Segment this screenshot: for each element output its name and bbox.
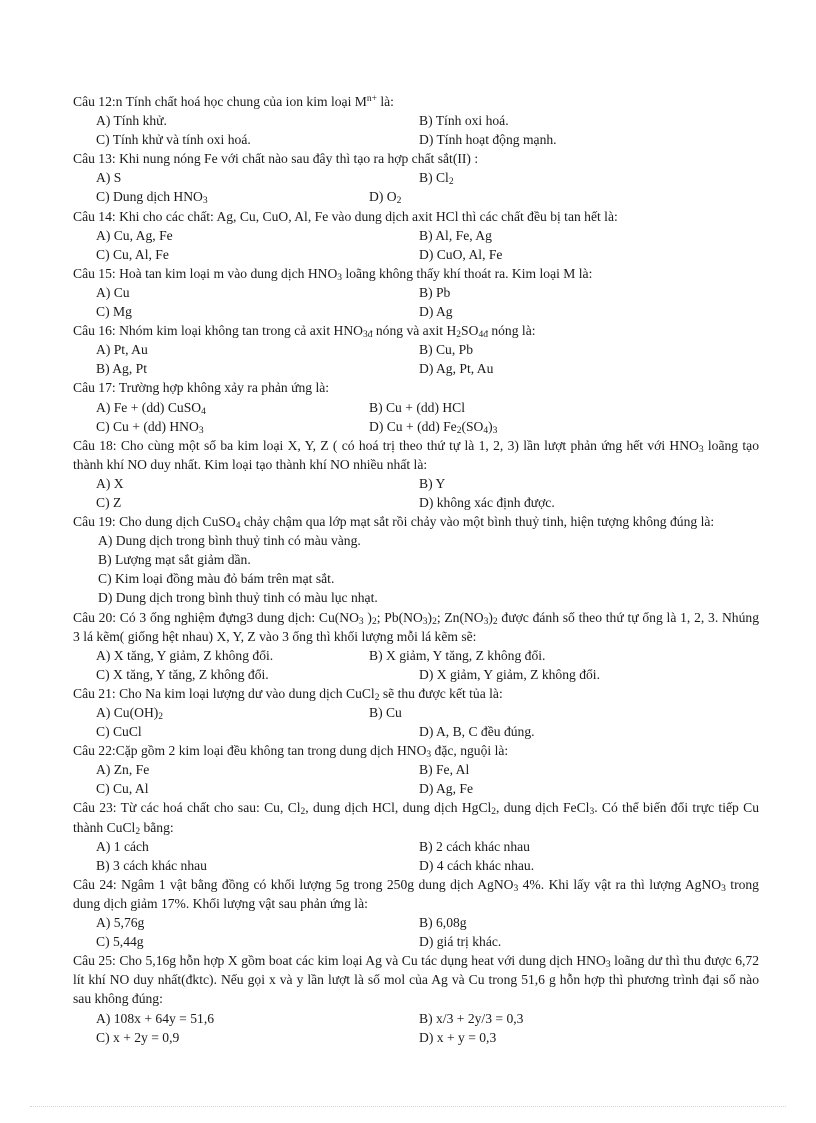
answer-option: C) CuCl xyxy=(96,724,142,740)
answer-option: C) Mg xyxy=(96,304,132,320)
answer-options xyxy=(73,837,759,875)
answer-options xyxy=(73,168,759,206)
answer-option: B) Tính oxi hoá. xyxy=(419,113,509,129)
answer-row xyxy=(73,474,759,493)
answer-option: C) Dung dịch $HNO_3$ xyxy=(96,189,208,207)
answer-row xyxy=(73,913,759,932)
question-stem: Câu 18: Cho cùng một số ba kim loại X, Y, Z ( có hoá trị theo thứ tự là 1, 2, 3) lần lượt phản ứng hết với $HNO_3$ loãng tạo thành khí NO duy nhất. Kim loại tạo thành khí NO nhiều nhất là: xyxy=(73,437,759,472)
question-stem: Câu 16: Nhóm kim loại không tan trong cả axit $HNO_{3đ}$ nóng và axit $H_2SO_{4đ}$ nóng là: xyxy=(73,323,536,341)
question-19 xyxy=(73,512,759,607)
answer-option: A) Zn, Fe xyxy=(96,762,150,778)
answer-options xyxy=(73,226,759,264)
answer-option: B) Cu, Pb xyxy=(419,342,474,358)
answer-option: C) Cu + (dd) $HNO_3$ xyxy=(96,418,204,436)
answer-option: C) 5,44g xyxy=(96,934,144,950)
answer-option: C) Z xyxy=(96,494,122,510)
answer-option: B) 2 cách khác nhau xyxy=(419,838,530,854)
answer-option: A) Pt, Au xyxy=(96,342,148,358)
question-13 xyxy=(73,149,759,206)
answer-option: A) 108x + 64y = 51,6 xyxy=(96,1010,215,1026)
question-stem: Câu 23: Từ các hoá chất cho sau: Cu, $Cl_2$, dung dịch HCl, dung dịch HgCl$_2$, dung dịch FeCl$_3$. Có thể biến đổi trực tiếp Cu thành CuCl$_2$ bằng: xyxy=(73,800,760,837)
question-18 xyxy=(73,436,759,512)
answer-row xyxy=(73,359,759,378)
question-stem: Câu 13: Khi nung nóng Fe với chất nào sau đây thì tạo ra hợp chất sắt(II) : xyxy=(73,151,479,167)
answer-option: A) Tính khử. xyxy=(96,113,167,129)
question-stem: Câu 20: Có 3 ống nghiệm đựng3 dung dịch: $Cu(NO_3$ )$_2$; $Pb(NO_3)_2$; $Zn(NO_3)_2$ được đánh số theo thứ tự ống là 1, 2, 3. Nhúng 3 lá kẽm( giống hệt nhau) X, Y, Z vào 3 ống thì khối lượng mỗi lá kẽm sẽ: xyxy=(73,609,759,644)
answer-row xyxy=(73,168,759,187)
exam-page xyxy=(73,92,759,1047)
answer-option: D) $O_2$ xyxy=(369,189,402,207)
answer-options xyxy=(73,1009,759,1047)
answer-row xyxy=(73,760,759,779)
answer-options xyxy=(73,703,759,741)
answer-option: D) Ag, Pt, Au xyxy=(419,361,494,377)
question-15 xyxy=(73,264,759,321)
answer-row xyxy=(73,722,759,741)
answer-option: B) 3 cách khác nhau xyxy=(96,857,207,873)
answer-option: C) x + 2y = 0,9 xyxy=(96,1029,180,1045)
answer-option: D) A, B, C đều đúng. xyxy=(419,724,535,740)
answer-row xyxy=(73,417,759,436)
answer-option: A) X tăng, Y giảm, Z không đổi. xyxy=(96,647,274,663)
answer-option: D) không xác định được. xyxy=(419,494,555,510)
answer-option: D) CuO, Al, Fe xyxy=(419,246,503,262)
answer-row xyxy=(73,1028,759,1047)
question-25 xyxy=(73,951,759,1046)
answer-option: D) giá trị khác. xyxy=(419,934,502,950)
question-stem: Câu 25: Cho 5,16g hỗn hợp X gồm boat các kim loại Ag và Cu tác dụng heat với dung dịch $HNO_3$ loãng dư thì thu được 6,72 lít khí NO duy nhất(đktc). Nếu gọi x và y lần lượt là số mol của Ag và Cu trong 51,6 g hỗn hợp thì phương trình đại số nào sau không đúng: xyxy=(73,953,759,1007)
answer-option: A) X xyxy=(96,475,124,491)
question-stem: Câu 19: Cho dung dịch CuSO$_4$ chảy chậm qua lớp mạt sắt rồi chảy vào một bình thuỷ tinh, hiện tượng không đúng là: xyxy=(73,514,715,532)
question-12 xyxy=(73,92,759,149)
answer-row xyxy=(73,703,759,722)
answer-option: B) x/3 + 2y/3 = 0,3 xyxy=(419,1010,524,1026)
question-23 xyxy=(73,798,759,874)
answer-row xyxy=(73,130,759,149)
answer-option: B) Pb xyxy=(419,284,451,300)
answer-option: B) Cu + (dd) HCl xyxy=(369,399,466,415)
answer-option: A) S xyxy=(96,170,122,186)
answer-row xyxy=(73,111,759,130)
answer-option: A) Dung dịch trong bình thuỷ tinh có màu vàng. xyxy=(98,533,361,549)
answer-option: D) Dung dịch trong bình thuỷ tinh có màu lục nhạt. xyxy=(98,590,378,606)
answer-option: D) Cu + (dd) $Fe_2(SO_4)_3$ xyxy=(369,418,498,436)
answer-option: D) x + y = 0,3 xyxy=(419,1029,497,1045)
answer-option: B) Fe, Al xyxy=(419,762,470,778)
answer-row xyxy=(73,932,759,951)
question-stem: Câu 15: Hoà tan kim loại m vào dung dịch $HNO_3$ loãng không thấy khí thoát ra. Kim loại M là: xyxy=(73,265,593,283)
answer-row xyxy=(73,779,759,798)
answer-options xyxy=(73,913,759,951)
answer-option: B) Cu xyxy=(369,705,402,720)
answer-option: A) Fe + (dd) CuSO$_4$ xyxy=(96,399,206,417)
answer-option: B) 6,08g xyxy=(419,915,467,931)
answer-options xyxy=(73,340,759,378)
answer-row xyxy=(73,283,759,302)
answer-option: C) Kim loại đồng màu đỏ bám trên mạt sắt. xyxy=(98,571,335,587)
answer-row xyxy=(73,245,759,264)
answer-option: D) 4 cách khác nhau. xyxy=(419,857,535,873)
answer-option: A) Cu, Ag, Fe xyxy=(96,227,173,243)
answer-option: B) Al, Fe, Ag xyxy=(419,227,492,243)
answer-options xyxy=(73,760,759,798)
answer-row xyxy=(73,665,759,684)
answer-option: D) Ag, Fe xyxy=(419,781,473,797)
question-stem: Câu 24: Ngâm 1 vật bằng đồng có khối lượng 5g trong 250g dung dịch AgNO$_3$ 4%. Khi lấy vật ra thì lượng AgNO$_3$ trong dung dịch giảm 17%. Khối lượng vật sau phản ứng là: xyxy=(73,876,759,911)
answer-options xyxy=(73,283,759,321)
answer-row xyxy=(73,398,759,417)
footer-divider xyxy=(30,1106,786,1107)
answer-row xyxy=(73,302,759,321)
question-stem: Câu 22:Cặp gồm 2 kim loại đều không tan trong dung dịch $HNO_3$ đặc, nguội là: xyxy=(73,743,509,761)
answer-options xyxy=(73,646,759,684)
answer-option: A) 5,76g xyxy=(96,915,145,931)
answer-option: B) X giảm, Y tăng, Z không đổi. xyxy=(369,647,546,663)
question-stem: Câu 14: Khi cho các chất: Ag, Cu, CuO, Al, Fe vào dung dịch axit HCl thì các chất đều bị tan hết là: xyxy=(73,208,618,224)
answer-row xyxy=(73,340,759,359)
question-16 xyxy=(73,321,759,378)
answer-options xyxy=(73,474,759,512)
answer-option: C) X tăng, Y tăng, Z không đổi. xyxy=(96,666,269,682)
question-stem: Câu 17: Trường hợp không xảy ra phản ứng là: xyxy=(73,380,330,396)
answer-row xyxy=(73,226,759,245)
answer-option: D) X giảm, Y giảm, Z không đổi. xyxy=(419,666,600,682)
answer-option: C) Cu, Al, Fe xyxy=(96,246,169,262)
answer-row xyxy=(73,187,759,206)
answer-option: C) Cu, Al xyxy=(96,781,149,797)
answer-option: D) Tính hoạt động mạnh. xyxy=(419,132,557,148)
answer-row xyxy=(73,856,759,875)
answer-row xyxy=(73,493,759,512)
answer-option: C) Tính khử và tính oxi hoá. xyxy=(96,132,251,148)
answer-options xyxy=(73,398,759,436)
answer-option: A) $Cu(OH)_2$ xyxy=(96,705,164,722)
question-stem: Câu 21: Cho Na kim loại lượng dư vào dung dịch CuCl$_2$ sẽ thu được kết tủa là: xyxy=(73,685,503,703)
question-24 xyxy=(73,875,759,951)
question-stem: Câu 12:n Tính chất hoá học chung của ion kim loại $M^{n+}$ là: xyxy=(73,94,394,109)
question-22 xyxy=(73,741,759,798)
answer-option: A) 1 cách xyxy=(96,838,149,854)
question-20 xyxy=(73,608,759,684)
answer-row xyxy=(73,837,759,856)
answer-option: B) Lượng mạt sắt giảm dần. xyxy=(98,552,251,568)
question-17 xyxy=(73,378,759,435)
question-21 xyxy=(73,684,759,741)
question-14 xyxy=(73,207,759,264)
answer-options xyxy=(73,111,759,149)
answer-row xyxy=(73,1009,759,1028)
answer-option: D) Ag xyxy=(419,304,453,320)
answer-option: B) Ag, Pt xyxy=(96,361,147,377)
answer-option: B) $Cl_2$ xyxy=(419,170,454,188)
answer-row xyxy=(73,646,759,665)
answer-option: A) Cu xyxy=(96,284,130,300)
answer-option: B) Y xyxy=(419,475,446,491)
